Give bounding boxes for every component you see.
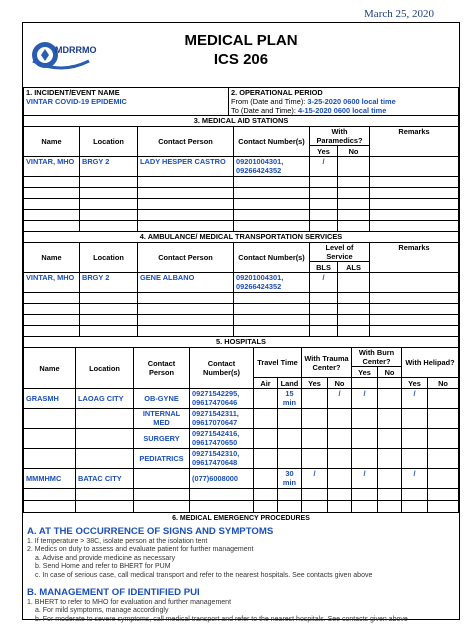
title-line-1: MEDICAL PLAN [184,32,298,49]
incident-label: 1. INCIDENT/EVENT NAME [26,88,120,97]
amb-header-als: ALS [338,262,370,273]
procedure-b-subline: b. For moderate to severe symptoms, call medical transport and refer to the nearest hospitals. See contacts given above [35,615,408,623]
procedure-a-line: 2. Medics on duty to assess and evaluate patient for further management [27,546,254,554]
period-label: 2. OPERATIONAL PERIOD [231,88,323,97]
amb-row-name: VINTAR, MHO [24,273,80,293]
table-row [24,449,459,469]
hosp-row-location: LAOAG CITY [76,389,134,409]
document-date: March 25, 2020 [364,8,434,20]
table-row [24,157,459,177]
period-from-value: 3-25-2020 0600 local time [307,97,396,106]
aid-header-contact-numbers: Contact Number(s) [234,127,310,157]
amb-row-numbers: 09201004301, 09266424352 [234,273,310,293]
table-row [24,293,459,304]
hosp-row-trauma-yes: / [302,469,328,489]
procedure-a-subline: a. Advise and provide medicine as necessary [35,554,176,562]
hosp-header-burn: With Burn Center? [352,348,402,367]
procedure-a-line: 1. If temperature > 38C, isolate person at the isolation tent [27,537,208,545]
table-row [24,177,459,188]
amb-header-contact-numbers: Contact Number(s) [234,243,310,273]
hosp-row-numbers: 09271542416, 09617470650 [190,429,254,449]
hosp-header-helipad: With Helipad? [402,348,459,378]
hosp-header-trauma: With Trauma Center? [302,348,352,378]
aid-header-remarks: Remarks [370,127,459,157]
hosp-row-location: BATAC CITY [76,469,134,489]
amb-header-name: Name [24,243,80,273]
aid-section-title: 3. MEDICAL AID STATIONS [24,116,459,127]
aid-row-location: BRGY 2 [80,157,138,177]
table-row [24,273,459,293]
amb-row-contact-person: GENE ALBANO [138,273,234,293]
hosp-row-numbers: 09271542295, 09617470646 [190,389,254,409]
hosp-header-burn-no: No [378,367,402,378]
aid-header-location: Location [80,127,138,157]
hosp-row-burn-yes: / [352,469,378,489]
aid-header-contact-person: Contact Person [138,127,234,157]
aid-row-name: VINTAR, MHO [24,157,80,177]
table-row [24,221,459,232]
hosp-row-contact-person: SURGERY [134,429,190,449]
emergency-procedures [23,513,459,626]
incident-period-table [23,88,459,116]
amb-header-bls: BLS [310,262,338,273]
hospitals-table [23,337,459,513]
hosp-header-trauma-yes: Yes [302,378,328,389]
hosp-row-name: GRASMH [24,389,76,409]
hosp-header-contact-person: Contact Person [134,348,190,389]
table-row [24,304,459,315]
table-row [24,389,459,409]
procedure-a-subline: b. Send Home and refer to BHERT for PUM [35,563,171,571]
table-row [24,210,459,221]
hosp-row-contact-person: OB-GYNE [134,389,190,409]
hosp-header-helipad-no: No [428,378,459,389]
amb-header-remarks: Remarks [370,243,459,273]
table-row [24,469,459,489]
procedure-b-heading: B. MANAGEMENT OF IDENTIFIED PUI [27,586,200,598]
procedure-a-heading: A. AT THE OCCURRENCE OF SIGNS AND SYMPTOMS [27,525,274,537]
hosp-header-air: Air [254,378,278,389]
procedure-a-subline: c. In case of serious case, call medical transport and refer to the nearest hospitals. See contacts given above [35,571,373,579]
table-row [24,199,459,210]
hosp-row-trauma-no: / [328,389,352,409]
aid-header-yes: Yes [310,146,338,157]
hosp-row-numbers: 09271542311, 09617070647 [190,409,254,429]
incident-value: VINTAR COVID-19 EPIDEMIC [26,97,127,106]
amb-row-location: BRGY 2 [80,273,138,293]
ambulance-services-table [23,232,459,337]
hosp-row-numbers: 09271542310, 09617470648 [190,449,254,469]
title-line-2: ICS 206 [213,51,269,68]
hosp-row-land: 15 min [278,389,302,409]
amb-row-als [338,273,370,293]
hosp-header-trauma-no: No [328,378,352,389]
period-from-label: From (Date and Time): [231,97,306,106]
aid-row-yes: / [310,157,338,177]
period-to-label: To (Date and Time): [231,106,296,115]
hosp-row-numbers: (077)6008000 [190,469,254,489]
hosp-row-contact-person: INTERNAL MED [134,409,190,429]
hosp-row-trauma-yes [302,389,328,409]
hosp-header-land: Land [278,378,302,389]
table-row [24,489,459,501]
hosp-header-name: Name [24,348,76,389]
amb-header-level: Level of Service [310,243,370,262]
hosp-row-air [254,389,278,409]
hosp-row-contact-person: PEDIATRICS [134,449,190,469]
aid-header-no: No [338,146,370,157]
amb-header-contact-person: Contact Person [138,243,234,273]
period-to-value: 4-15-2020 0600 local time [297,106,387,115]
amb-header-location: Location [80,243,138,273]
aid-row-contact-person: LADY HESPER CASTRO [138,157,234,177]
hosp-row-name: MMMHMC [24,469,76,489]
table-row [24,326,459,337]
amb-row-bls: / [310,273,338,293]
hosp-header-travel: Travel Time [254,348,302,378]
amb-row-remarks [370,273,459,293]
table-row [24,188,459,199]
aid-row-remarks [370,157,459,177]
procedures-title: 6. MEDICAL EMERGENCY PROCEDURES [172,515,310,522]
hosp-row-burn-yes: / [352,389,378,409]
hosp-header-burn-yes: Yes [352,367,378,378]
aid-row-no [338,157,370,177]
logo-text: MDRRMO [55,45,97,55]
aid-row-numbers: 09201004301, 09266424352 [234,157,310,177]
aid-header-name: Name [24,127,80,157]
aid-header-paramedics: With Paramedics? [310,127,370,146]
table-row [24,429,459,449]
hosp-header-location: Location [76,348,134,389]
form-title [23,31,459,69]
hosp-row-helipad-yes: / [402,469,428,489]
hosp-row-burn-no [378,389,402,409]
table-row [24,409,459,429]
hosp-row-helipad-yes: / [402,389,428,409]
hosp-header-helipad-yes: Yes [402,378,428,389]
procedure-b-line: 1. BHERT to refer to MHO for evaluation and further management [27,598,232,606]
table-row [24,501,459,513]
hosp-row-helipad-no [428,389,459,409]
table-row [24,315,459,326]
hosp-section-title: 5. HOSPITALS [24,337,459,348]
medical-aid-stations-table [23,116,459,232]
hosp-row-land: 30 min [278,469,302,489]
medical-plan-form [22,22,460,623]
procedure-b-subline: a. For mild symptoms, manage accordingly [35,607,169,615]
hosp-header-contact-numbers: Contact Number(s) [190,348,254,389]
form-header [23,23,459,88]
amb-section-title: 4. AMBULANCE/ MEDICAL TRANSPORTATION SERVICES [24,232,459,243]
